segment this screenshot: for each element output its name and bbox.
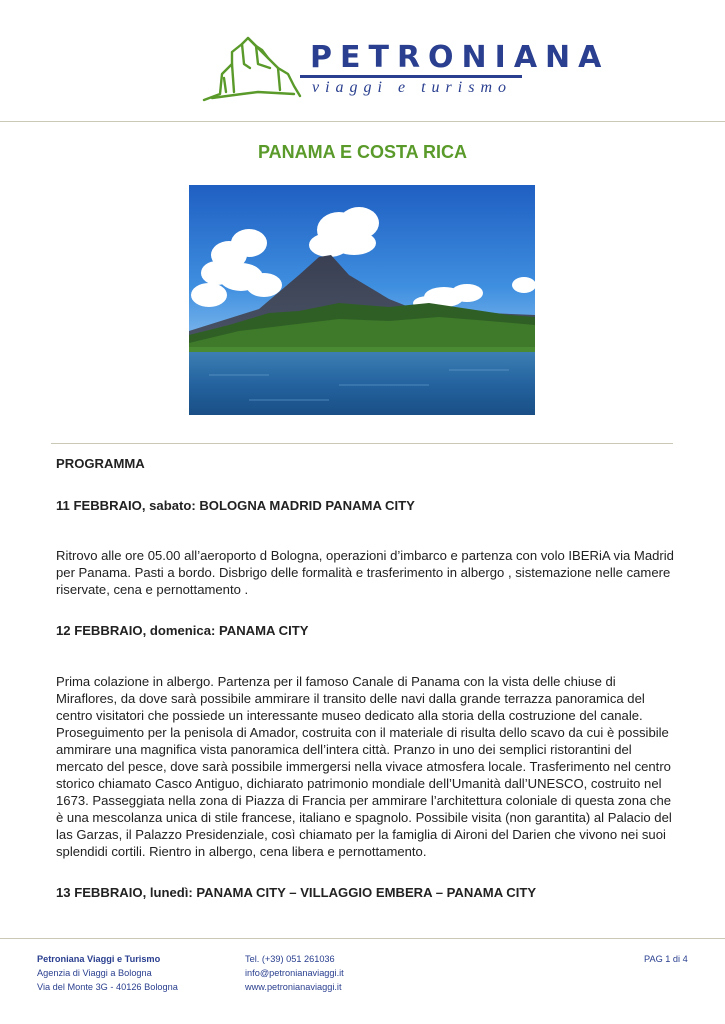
page-number: PAG 1 di 4	[644, 954, 688, 964]
footer-address: Via del Monte 3G - 40126 Bologna	[37, 982, 178, 992]
brand-underline	[300, 75, 522, 78]
footer-website-link[interactable]: www.petronianaviaggi.it	[245, 982, 342, 992]
page-title: PANAMA E COSTA RICA	[258, 142, 467, 162]
program-content	[56, 455, 676, 901]
content-divider	[51, 443, 673, 444]
footer-company: Petroniana Viaggi e Turismo	[37, 954, 161, 964]
header-divider	[0, 121, 725, 122]
volcano-lake-photo	[189, 185, 535, 415]
page-footer	[0, 938, 725, 998]
footer-phone: Tel. (+39) 051 261036	[245, 954, 335, 964]
day-title: 12 FEBBRAIO, domenica: PANAMA CITY	[56, 623, 309, 638]
footer-agency: Agenzia di Viaggi a Bologna	[37, 968, 152, 978]
brand-tagline: viaggi e turismo	[312, 79, 512, 96]
house-outline-logo-icon	[198, 34, 308, 106]
footer-email-link[interactable]: info@petronianaviaggi.it	[245, 968, 344, 978]
program-heading: PROGRAMMA	[56, 456, 145, 471]
day-title: 11 FEBBRAIO, sabato: BOLOGNA MADRID PANAMA CITY	[56, 498, 415, 513]
day-description: Prima colazione in albergo. Partenza per il famoso Canale di Panama con la vista delle chiuse di Miraflores, da dove sarà possibile ammirare il transito delle navi dalla grande terrazza panoramica del centro visitatori che possiede un interessante museo dedicato alla storia della costruzione del canale. Proseguimento per la penisola di Amador, costruita con il materiale di risulta dello scavo da cui è possibile ammirare una magnifica vista panoramica dell’intera città. Pranzo in uno dei semplici ristorantini del mercato del pesce, dove sarà possibile immergersi nella vivace atmosfera locale. Trasferimento nel centro storico chiamato Casco Antiguo, dichiarato patrimonio mondiale dell’Umanità dall’UNESCO, costruito nel 1673. Passeggiata nella zona di Piazza di Francia per ammirare l’architettura coloniale di questa zona che è una mescolanza unica di stile francese, italiano e spagnolo. Possibile visita (non garantita) al Palacio del las Garzas, il Palazzo Presidenziale, così chiamato per la famiglia di Aironi del Darien che vivono nei suoi splendidi cortili. Rientro in albergo, cena libera e pernottamento.	[56, 674, 672, 859]
brand-name: PETRONIANA	[310, 40, 610, 75]
day-description: Ritrovo alle ore 05.00 all’aeroporto d Bologna, operazioni d’imbarco e partenza con volo IBERiA via Madrid per Panama. Pasti a bordo. Disbrigo delle formalità e trasferimento in albergo , sistemazione nelle camere riservate, cena e pernottamento .	[56, 548, 674, 597]
day-title: 13 FEBBRAIO, lunedì: PANAMA CITY – VILLAGGIO EMBERA – PANAMA CITY	[56, 885, 537, 900]
page-header	[0, 0, 725, 121]
